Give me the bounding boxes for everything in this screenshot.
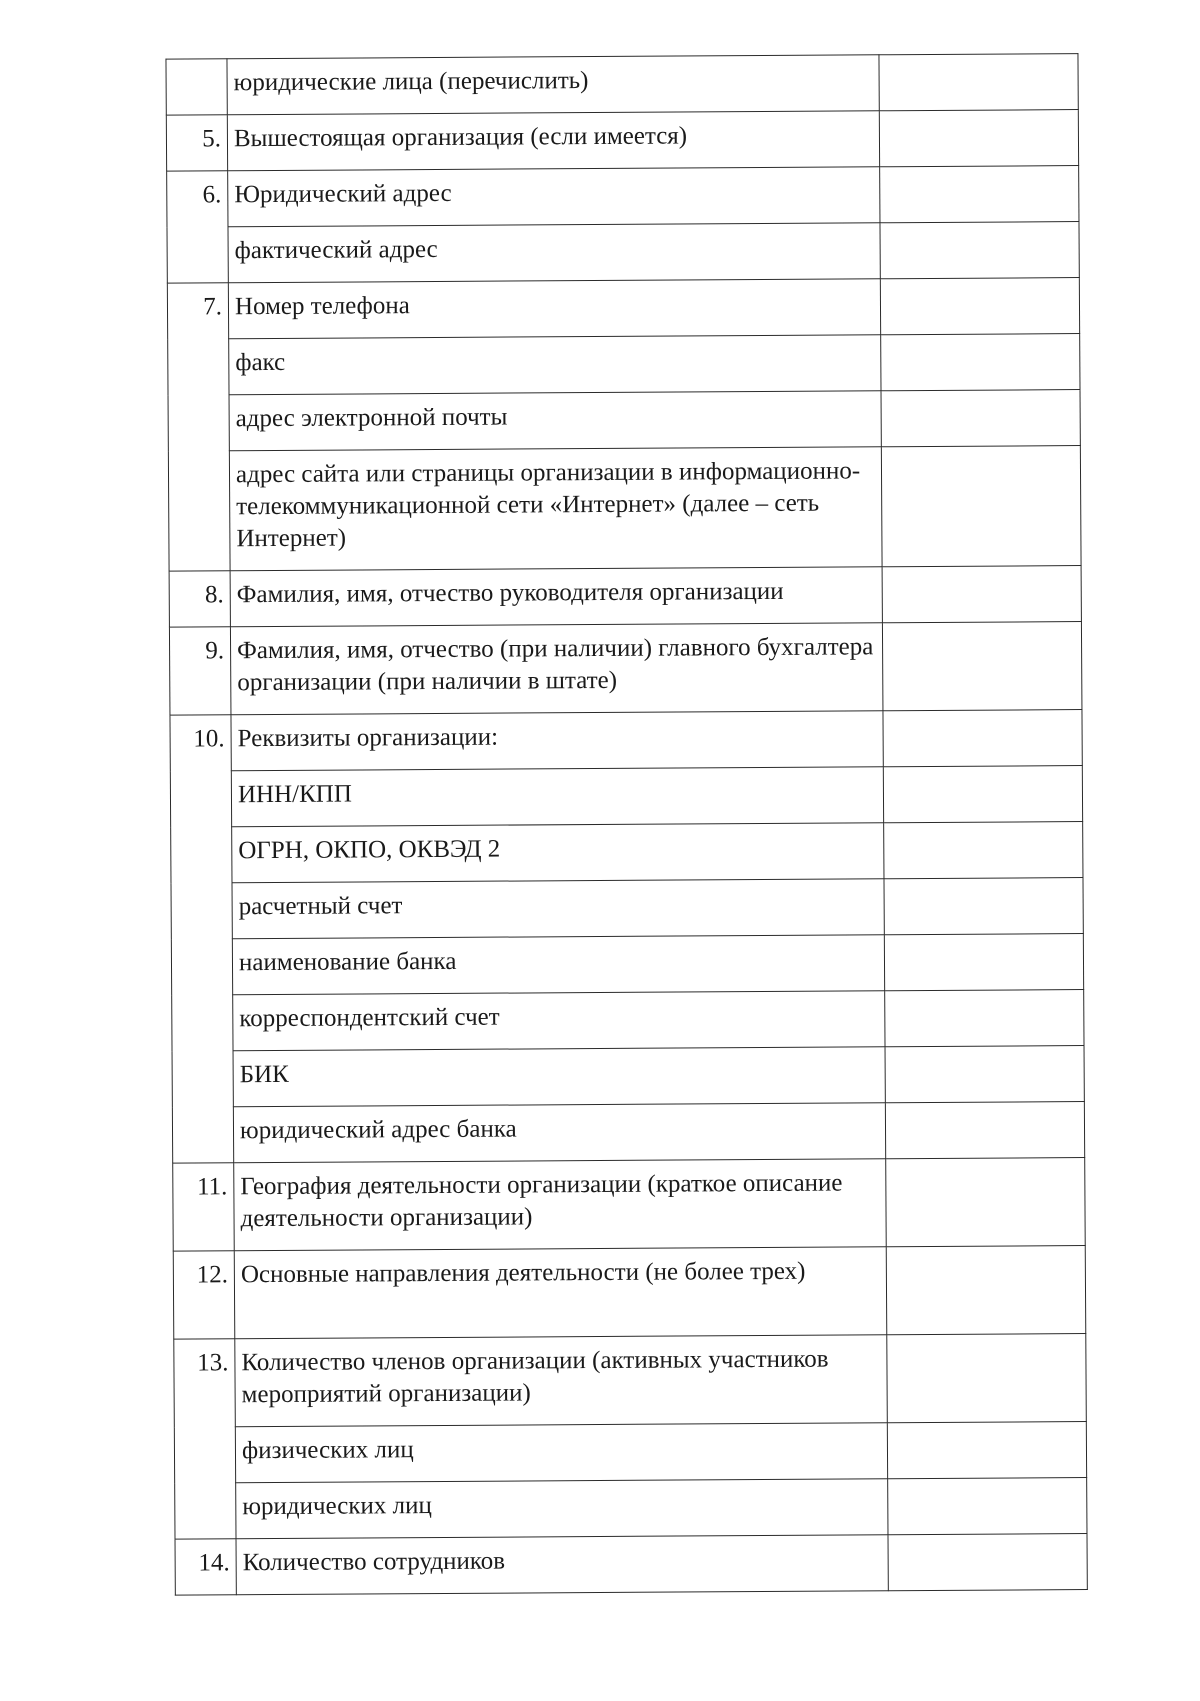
table-row	[173, 1246, 1086, 1340]
row-label: Основные направления деятельности (не более трех)	[234, 1247, 887, 1339]
row-label: География деятельности организации (краткое описание деятельности организации)	[234, 1159, 887, 1251]
row-label: факс	[229, 335, 881, 395]
table-row	[172, 1046, 1084, 1108]
table-row	[167, 278, 1079, 340]
row-number: 12.	[173, 1251, 235, 1339]
table-row	[169, 622, 1082, 716]
row-number: 8.	[169, 571, 230, 627]
value-cell[interactable]	[886, 1158, 1086, 1247]
table-row	[168, 390, 1080, 452]
row-label: корреспондентский счет	[233, 991, 885, 1051]
table-row	[170, 766, 1082, 828]
organization-info-table	[165, 53, 1087, 1596]
value-cell[interactable]	[885, 1102, 1084, 1159]
row-label: расчетный счет	[232, 879, 884, 939]
row-label: ОГРН, ОКПО, ОКВЭД 2	[232, 823, 884, 883]
row-label: Юридический адрес	[228, 167, 880, 227]
row-label: Вышестоящая организация (если имеется)	[227, 111, 879, 171]
value-cell[interactable]	[883, 710, 1082, 767]
value-cell[interactable]	[879, 110, 1078, 167]
row-number: 9.	[169, 627, 231, 715]
table-row	[174, 1334, 1087, 1428]
table-row	[171, 934, 1083, 996]
value-cell[interactable]	[884, 822, 1083, 879]
row-number: 5.	[166, 115, 227, 171]
table-row	[166, 110, 1078, 172]
table-row	[175, 1478, 1087, 1540]
table-row	[171, 878, 1083, 940]
value-cell[interactable]	[884, 934, 1083, 991]
row-label: адрес электронной почты	[229, 391, 881, 451]
table-row	[172, 990, 1084, 1052]
value-cell[interactable]	[888, 1478, 1087, 1535]
row-label: юридических лиц	[236, 1479, 888, 1539]
table-row	[170, 710, 1082, 772]
row-number: 14.	[175, 1539, 236, 1595]
table-row	[168, 446, 1081, 572]
row-label: Количество сотрудников	[236, 1535, 888, 1595]
value-cell[interactable]	[881, 446, 1081, 567]
row-label: Количество членов организации (активных участников мероприятий организации)	[235, 1335, 888, 1427]
value-cell[interactable]	[884, 878, 1083, 935]
value-cell[interactable]	[882, 566, 1081, 623]
row-label: юридический адрес банка	[233, 1103, 885, 1163]
value-cell[interactable]	[887, 1422, 1086, 1479]
table-row	[171, 822, 1083, 884]
table-row	[166, 54, 1078, 116]
value-cell[interactable]	[881, 390, 1080, 447]
row-number	[166, 59, 227, 115]
row-label: наименование банка	[232, 935, 884, 995]
value-cell[interactable]	[882, 622, 1082, 711]
value-cell[interactable]	[887, 1334, 1087, 1423]
row-number: 6.	[167, 171, 229, 283]
table-row	[167, 166, 1079, 228]
row-label: Реквизиты организации:	[231, 711, 883, 771]
row-number: 10.	[170, 715, 234, 1163]
value-cell[interactable]	[886, 1246, 1086, 1335]
row-label: фактический адрес	[228, 223, 880, 283]
row-label: ИНН/КПП	[231, 767, 883, 827]
row-number: 11.	[173, 1163, 235, 1251]
row-label: юридические лица (перечислить)	[227, 55, 879, 115]
row-label: БИК	[233, 1047, 885, 1107]
row-label: физических лиц	[235, 1423, 887, 1483]
table-row	[168, 334, 1080, 396]
value-cell[interactable]	[885, 1046, 1084, 1103]
table-row	[175, 1534, 1087, 1596]
row-label: адрес сайта или страницы организации в информационно-телекоммуникационной сети «Интернет» (далее – сеть Интернет)	[229, 447, 882, 571]
table-row	[169, 566, 1081, 628]
value-cell[interactable]	[883, 766, 1082, 823]
row-label: Фамилия, имя, отчество руководителя организации	[230, 567, 882, 627]
table-row	[167, 222, 1079, 284]
table-row	[173, 1158, 1086, 1252]
value-cell[interactable]	[880, 222, 1079, 279]
value-cell[interactable]	[888, 1534, 1087, 1591]
value-cell[interactable]	[880, 278, 1079, 335]
value-cell[interactable]	[881, 334, 1080, 391]
row-label: Номер телефона	[228, 279, 880, 339]
value-cell[interactable]	[879, 54, 1078, 111]
row-number: 13.	[174, 1339, 236, 1539]
value-cell[interactable]	[880, 166, 1079, 223]
row-number: 7.	[167, 283, 230, 571]
value-cell[interactable]	[885, 990, 1084, 1047]
table-row	[172, 1102, 1084, 1164]
table-row	[174, 1422, 1086, 1484]
row-label: Фамилия, имя, отчество (при наличии) главного бухгалтера организации (при наличии в штате)	[230, 623, 883, 715]
